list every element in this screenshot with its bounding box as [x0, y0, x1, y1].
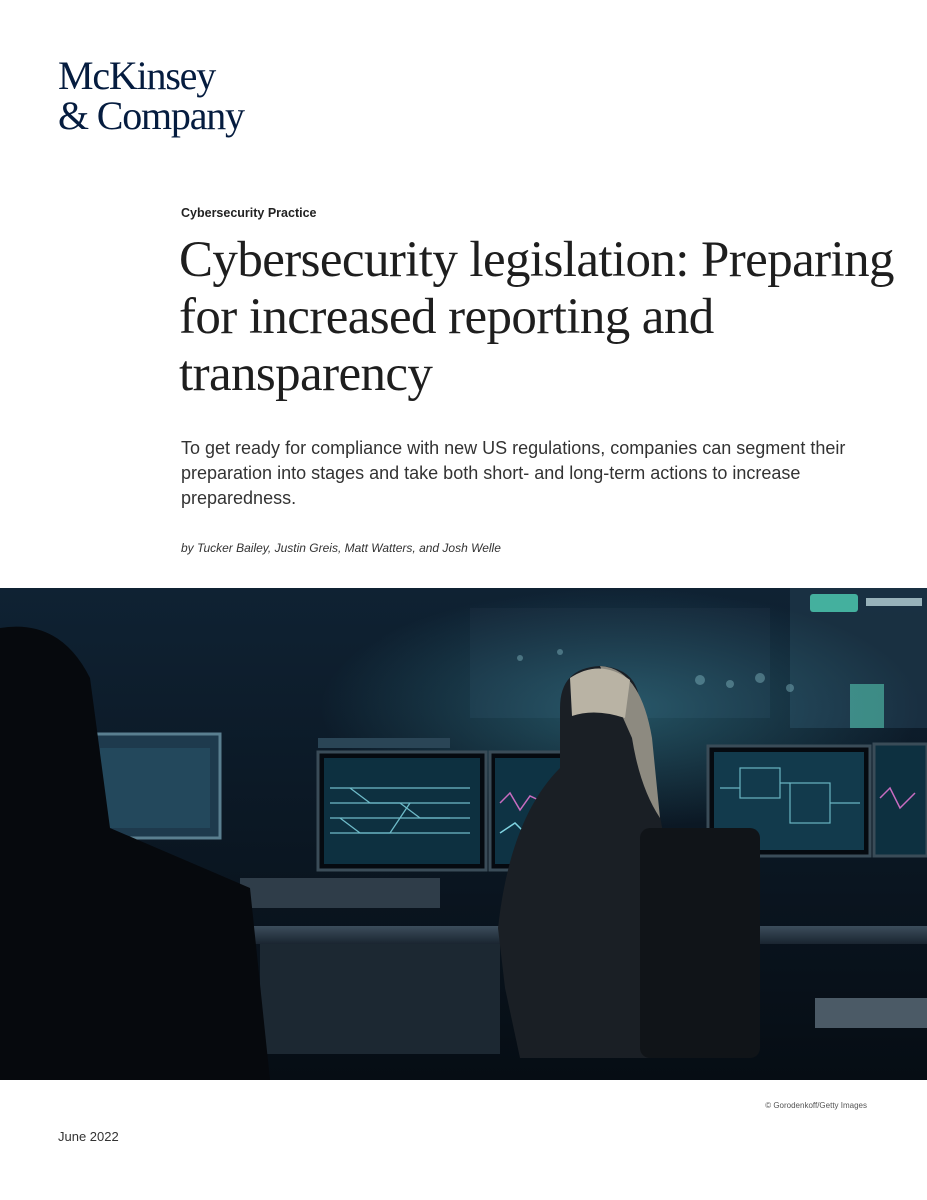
practice-label: Cybersecurity Practice	[181, 206, 317, 220]
control-room-illustration	[0, 588, 927, 1080]
hero-image	[0, 588, 927, 1080]
article-subtitle: To get ready for compliance with new US regulations, companies can segment their preparation into stages and take both short- and long-term actions to increase preparedness.	[181, 438, 846, 508]
logo-line-1: McKinsey	[58, 53, 216, 98]
author-byline: by Tucker Bailey, Justin Greis, Matt Watters, and Josh Welle	[181, 541, 501, 555]
logo-line-2: & Company	[58, 93, 244, 138]
publication-date: June 2022	[58, 1129, 119, 1144]
article-title: Cybersecurity legislation: Preparing for increased reporting and transparency	[179, 232, 894, 402]
photo-credit: © Gorodenkoff/Getty Images	[765, 1101, 867, 1110]
mckinsey-logo	[58, 53, 244, 138]
